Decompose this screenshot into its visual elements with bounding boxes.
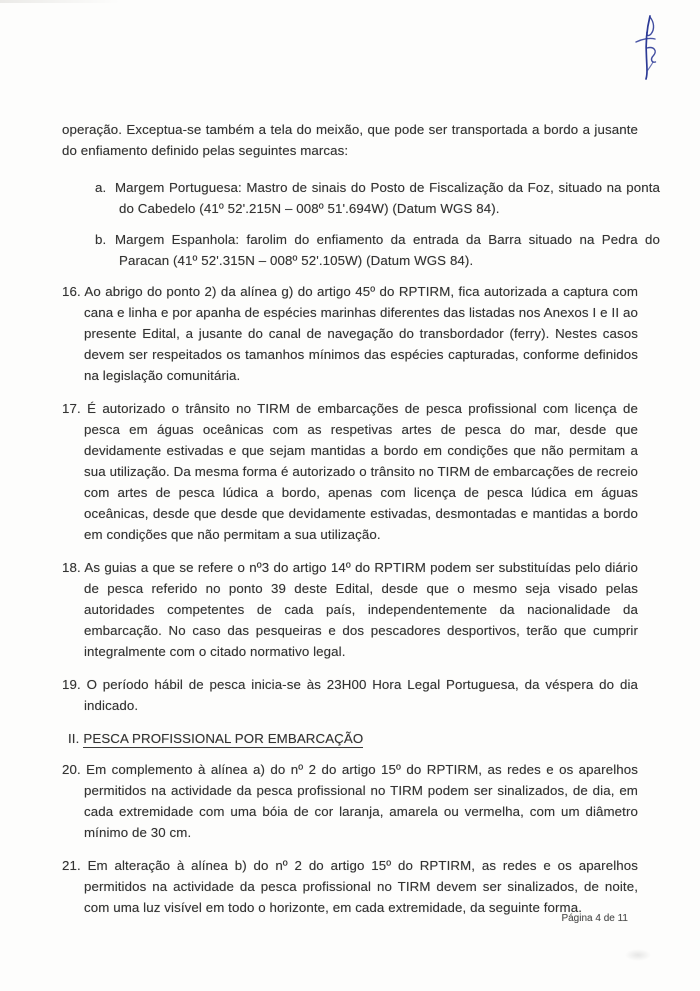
item-16-text: Ao abrigo do ponto 2) da alínea g) do artigo 45º do RPTIRM, fica autorizada a captura com cana e linha e por apanha de espécies marinhas diferentes das listadas nos Anexos I e II ao presente Edital, a jusante do canal de navegação do transbordador (ferry). Nestes casos devem ser respeitados os tamanhos mínimos das espécies capturadas, conforme definidos na legislação comunitária. [84,284,639,383]
intro-paragraph: operação. Exceptua-se também a tela do meixão, que pode ser transportada a bordo a jusante do enfiamento definido pelas seguintes marcas: [62,122,638,158]
item-20-text: Em complemento à alínea a) do nº 2 do artigo 15º do RPTIRM, as redes e os aparelhos permitidos na actividade da pesca profissional no TIRM podem ser sinalizados, de dia, em cada extremidade com uma bóia de cor laranja, amarela ou vermelha, com um diâmetro mínimo de 30 cm. [84,762,638,840]
section-heading-title: PESCA PROFISSIONAL POR EMBARCAÇÃO [83,731,364,746]
numbered-item-16 [62,281,638,386]
section-heading [68,728,638,749]
list-item-a-text: Margem Portuguesa: Mastro de sinais do Posto de Fiscalização da Foz, situado na ponta do Cabedelo (41º 52'.215N – 008º 51'.694W) (Datum WGS 84). [115,180,660,216]
numbered-item-19 [62,674,638,716]
document-body [62,119,660,930]
scan-edge-artifact [0,0,120,3]
list-item-b [95,229,660,271]
list-item-b-label: b. [95,232,107,247]
numbered-item-20 [62,759,638,843]
scan-smudge-artifact [625,949,651,961]
item-17-text: É autorizado o trânsito no TIRM de embarcações de pesca profissional com licença de pesca em águas oceânicas com as respetivas artes de pesca do mar, desde que devidamente estivadas e que sejam mantidas a bordo em condições que não permitam a sua utilização. Da mesma forma é autorizado o trânsito no TIRM de embarcações de recreio com artes de pesca lúdica a bordo, apenas com licença de pesca lúdica em águas oceânicas, desde que desde que devidamente estivadas, desmontadas e mantidas a bordo em condições que não permitam a sua utilização. [84,401,639,542]
numbered-item-21 [62,855,638,918]
item-19-text: O período hábil de pesca inicia-se às 23H00 Hora Legal Portuguesa, da véspera do dia indicado. [84,677,638,713]
section-heading-numeral: II. [68,731,80,746]
item-20-number: 20. [62,762,81,777]
handwritten-initials-icon [624,12,672,82]
numbered-item-18 [62,557,638,662]
list-item-a [95,177,660,219]
item-19-number: 19. [62,677,81,692]
item-18-number: 18. [62,560,81,575]
numbered-item-17 [62,398,638,545]
item-21-text: Em alteração à alínea b) do nº 2 do artigo 15º do RPTIRM, as redes e os aparelhos permitidos na actividade da pesca profissional no TIRM devem ser sinalizados, de noite, com uma luz visível em todo o horizonte, em cada extremidade, da seguinte forma. [84,858,638,915]
list-item-a-label: a. [95,180,107,195]
page-number: Página 4 de 11 [561,913,628,924]
item-18-text: As guias a que se refere o nº3 do artigo 14º do RPTIRM podem ser substituídas pelo diário de pesca referido no ponto 39 deste Edital, desde que o mesmo seja visado pelas autoridades competentes de cada país, independentemente da nacionalidade da embarcação. No caso das pesqueiras e dos pescadores desportivos, terão que cumprir integralmente com o citado normativo legal. [84,560,638,659]
item-17-number: 17. [62,401,81,416]
item-21-number: 21. [62,858,81,873]
item-16-number: 16. [62,284,81,299]
list-item-b-text: Margem Espanhola: farolim do enfiamento da entrada da Barra situado na Pedra do Paracan (41º 52'.315N – 008º 52'.105W) (Datum WGS 84). [115,232,660,268]
